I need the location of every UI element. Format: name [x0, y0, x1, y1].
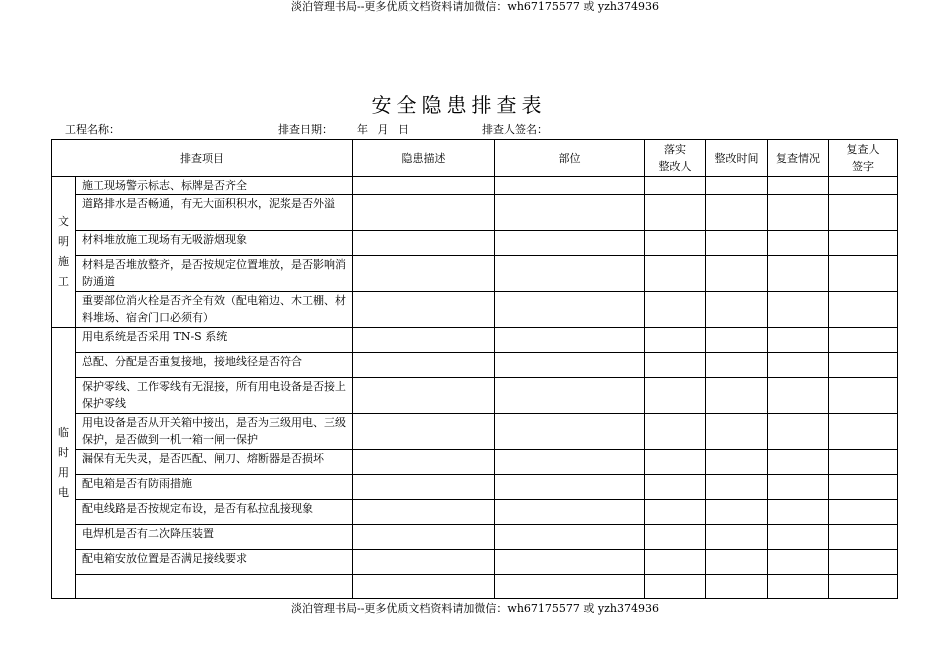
cell-responsible[interactable]	[645, 177, 706, 195]
inspection-item: 电焊机是否有二次降压装置	[76, 525, 353, 550]
cell-location[interactable]	[495, 256, 645, 292]
cell-recheck[interactable]	[768, 575, 829, 599]
cell-rechecker[interactable]	[829, 256, 898, 292]
inspection-item: 道路排水是否畅通，有无大面积积水，泥浆是否外溢	[76, 195, 353, 231]
cell-rectify-time[interactable]	[706, 378, 768, 414]
cell-responsible[interactable]	[645, 500, 706, 525]
cell-rechecker[interactable]	[829, 475, 898, 500]
cell-description[interactable]	[353, 353, 495, 378]
cell-location[interactable]	[495, 525, 645, 550]
cell-responsible[interactable]	[645, 525, 706, 550]
inspection-item: 配电箱安放位置是否满足接线要求	[76, 550, 353, 575]
inspection-item: 重要部位消火栓是否齐全有效（配电箱边、木工棚、材料堆场、宿舍门口必须有）	[76, 292, 353, 328]
header-rechecker-line1: 复查人	[846, 143, 880, 156]
cell-responsible[interactable]	[645, 575, 706, 599]
cell-rectify-time[interactable]	[706, 550, 768, 575]
cell-location[interactable]	[495, 475, 645, 500]
cell-rectify-time[interactable]	[706, 256, 768, 292]
header-rectify-time: 整改时间	[706, 140, 768, 177]
header-responsible-line1: 落实	[664, 143, 686, 156]
cell-description[interactable]	[353, 500, 495, 525]
cell-description[interactable]	[353, 414, 495, 450]
header-responsible-line2: 整改人	[658, 160, 692, 173]
cell-rectify-time[interactable]	[706, 500, 768, 525]
cell-rechecker[interactable]	[829, 414, 898, 450]
cell-responsible[interactable]	[645, 414, 706, 450]
table-header-row	[52, 140, 898, 177]
project-name-label: 工程名称：	[65, 123, 120, 136]
cell-rectify-time[interactable]	[706, 231, 768, 256]
header-rechecker-line2: 签字	[852, 160, 874, 173]
cell-location[interactable]	[495, 328, 645, 353]
cell-description[interactable]	[353, 231, 495, 256]
cell-responsible[interactable]	[645, 292, 706, 328]
table-row	[52, 378, 898, 414]
inspection-item: 材料堆放施工现场有无吸游烟现象	[76, 231, 353, 256]
cell-rectify-time[interactable]	[706, 195, 768, 231]
cell-rechecker[interactable]	[829, 500, 898, 525]
cell-rechecker[interactable]	[829, 450, 898, 475]
inspection-item: 配电箱是否有防雨措施	[76, 475, 353, 500]
document-title: 安全隐患排查表	[371, 93, 547, 117]
header-location: 部位	[495, 140, 645, 177]
cell-description[interactable]	[353, 525, 495, 550]
cell-description[interactable]	[353, 450, 495, 475]
cell-description[interactable]	[353, 550, 495, 575]
cell-location[interactable]	[495, 177, 645, 195]
cell-description[interactable]	[353, 256, 495, 292]
cell-recheck[interactable]	[768, 414, 829, 450]
inspection-item: 保护零线、工作零线有无混接，所有用电设备是否接上保护零线	[76, 378, 353, 414]
inspection-date-label: 排查日期：	[278, 123, 333, 136]
cell-rectify-time[interactable]	[706, 328, 768, 353]
cell-recheck[interactable]	[768, 256, 829, 292]
cell-description[interactable]	[353, 475, 495, 500]
table-row	[52, 525, 898, 550]
cell-responsible[interactable]	[645, 550, 706, 575]
cell-description[interactable]	[353, 292, 495, 328]
inspector-signature-label: 排查人签名：	[482, 123, 548, 136]
cell-rectify-time[interactable]	[706, 575, 768, 599]
cell-recheck[interactable]	[768, 328, 829, 353]
table-row	[52, 500, 898, 525]
inspection-item: 配电线路是否按规定布设，是否有私拉乱接现象	[76, 500, 353, 525]
inspection-item: 用电设备是否从开关箱中接出，是否为三级用电、三级保护，是否做到一机一箱一闸一保护	[76, 414, 353, 450]
cell-responsible[interactable]	[645, 195, 706, 231]
table-row	[52, 450, 898, 475]
cell-recheck[interactable]	[768, 550, 829, 575]
section-label-temporary-electricity: 临 时 用 电	[52, 328, 76, 599]
inspection-item: 材料是否堆放整齐，是否按规定位置堆放，是否影响消防通道	[76, 256, 353, 292]
cell-description[interactable]	[353, 378, 495, 414]
cell-responsible[interactable]	[645, 353, 706, 378]
cell-responsible[interactable]	[645, 256, 706, 292]
cell-recheck[interactable]	[768, 231, 829, 256]
cell-rechecker[interactable]	[829, 328, 898, 353]
cell-recheck[interactable]	[768, 450, 829, 475]
cell-location[interactable]	[495, 378, 645, 414]
cell-rechecker[interactable]	[829, 292, 898, 328]
cell-rechecker[interactable]	[829, 177, 898, 195]
table-row	[52, 177, 898, 195]
table-row	[52, 550, 898, 575]
cell-rectify-time[interactable]	[706, 414, 768, 450]
cell-location[interactable]	[495, 550, 645, 575]
inspection-item: 施工现场警示标志、标牌是否齐全	[76, 177, 353, 195]
inspection-item: 漏保有无失灵，是否匹配、闸刀、熔断器是否损坏	[76, 450, 353, 475]
cell-location[interactable]	[495, 450, 645, 475]
cell-description[interactable]	[353, 575, 495, 599]
cell-description[interactable]	[353, 195, 495, 231]
page-header-text: 淡泊管理书局--更多优质文档资料请加微信：wh67175577 或 yzh374936	[291, 0, 659, 13]
cell-rechecker[interactable]	[829, 195, 898, 231]
cell-rectify-time[interactable]	[706, 292, 768, 328]
cell-description[interactable]	[353, 177, 495, 195]
cell-rechecker[interactable]	[829, 550, 898, 575]
header-responsible	[645, 140, 706, 177]
cell-location[interactable]	[495, 195, 645, 231]
inspection-item: 总配、分配是否重复接地，接地线径是否符合	[76, 353, 353, 378]
cell-responsible[interactable]	[645, 450, 706, 475]
header-rechecker	[829, 140, 898, 177]
cell-recheck[interactable]	[768, 378, 829, 414]
header-item: 排查项目	[52, 140, 353, 177]
inspection-item-empty[interactable]	[76, 575, 353, 599]
cell-recheck[interactable]	[768, 525, 829, 550]
cell-responsible[interactable]	[645, 328, 706, 353]
section-label-civilized-construction: 文 明 施 工	[52, 177, 76, 328]
table-row	[52, 256, 898, 292]
table-row	[52, 414, 898, 450]
page-footer-text: 淡泊管理书局--更多优质文档资料请加微信：wh67175577 或 yzh374936	[291, 602, 659, 615]
header-recheck: 复查情况	[768, 140, 829, 177]
header-description: 隐患描述	[353, 140, 495, 177]
table-row	[52, 575, 898, 599]
cell-location[interactable]	[495, 292, 645, 328]
table-row	[52, 475, 898, 500]
cell-recheck[interactable]	[768, 353, 829, 378]
cell-recheck[interactable]	[768, 475, 829, 500]
cell-recheck[interactable]	[768, 500, 829, 525]
cell-location[interactable]	[495, 575, 645, 599]
cell-rectify-time[interactable]	[706, 525, 768, 550]
table-row	[52, 292, 898, 328]
cell-rectify-time[interactable]	[706, 177, 768, 195]
cell-rectify-time[interactable]	[706, 353, 768, 378]
cell-recheck[interactable]	[768, 292, 829, 328]
cell-recheck[interactable]	[768, 177, 829, 195]
cell-rectify-time[interactable]	[706, 475, 768, 500]
cell-location[interactable]	[495, 353, 645, 378]
cell-responsible[interactable]	[645, 231, 706, 256]
cell-rechecker[interactable]	[829, 378, 898, 414]
inspection-item: 用电系统是否采用 TN-S 系统	[76, 328, 353, 353]
table-row	[52, 328, 898, 353]
cell-recheck[interactable]	[768, 195, 829, 231]
cell-rechecker[interactable]	[829, 231, 898, 256]
cell-location[interactable]	[495, 414, 645, 450]
cell-location[interactable]	[495, 231, 645, 256]
cell-location[interactable]	[495, 500, 645, 525]
inspection-date-placeholder: 年 月 日	[357, 123, 409, 136]
cell-rechecker[interactable]	[829, 353, 898, 378]
cell-rechecker[interactable]	[829, 575, 898, 599]
cell-responsible[interactable]	[645, 378, 706, 414]
hazard-inspection-table	[51, 139, 898, 599]
table-row	[52, 231, 898, 256]
cell-description[interactable]	[353, 328, 495, 353]
cell-rechecker[interactable]	[829, 525, 898, 550]
table-row	[52, 195, 898, 231]
cell-rectify-time[interactable]	[706, 450, 768, 475]
cell-responsible[interactable]	[645, 475, 706, 500]
table-row	[52, 353, 898, 378]
